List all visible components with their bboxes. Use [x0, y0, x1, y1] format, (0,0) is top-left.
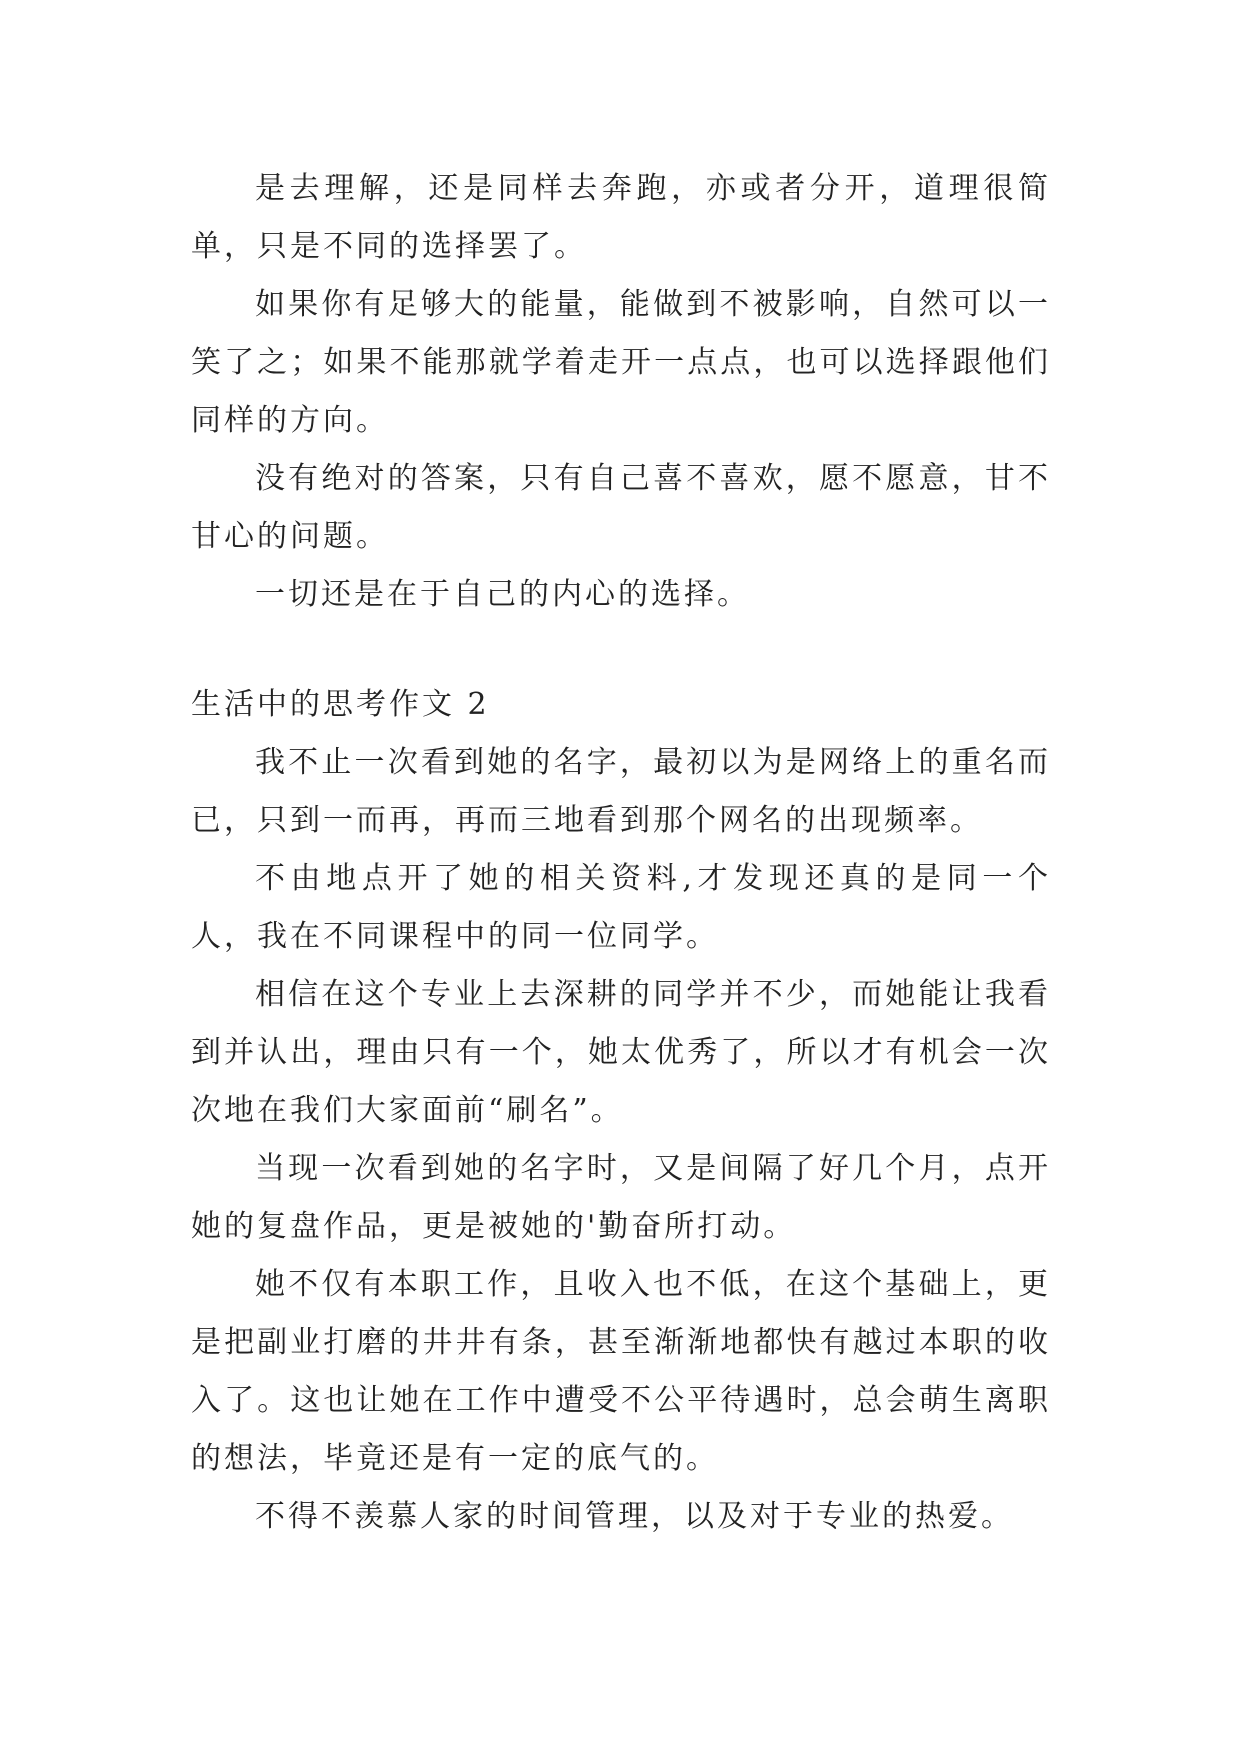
paragraph: 是去理解，还是同样去奔跑，亦或者分开，道理很简单，只是不同的选择罢了。 [191, 171, 1051, 264]
paragraph: 她不仅有本职工作，且收入也不低，在这个基础上，更是把副业打磨的井井有条，甚至渐渐地都快有越过本职的收入了。这也让她在工作中遭受不公平待遇时，总会萌生离职的想法，毕竟还是有一定的底气的。 [191, 1267, 1051, 1476]
paragraph: 相信在这个专业上去深耕的同学并不少，而她能让我看到并认出，理由只有一个，她太优秀了，所以才有机会一次次地在我们大家面前“刷名”。 [191, 977, 1051, 1128]
paragraph: 一切还是在于自己的内心的选择。 [255, 577, 750, 612]
paragraph: 不由地点开了她的相关资料,才发现还真的是同一个人，我在不同课程中的同一位同学。 [191, 861, 1051, 954]
paragraph: 当现一次看到她的名字时，又是间隔了好几个月，点开她的复盘作品，更是被她的'勤奋所打动。 [191, 1151, 1051, 1244]
paragraph: 我不止一次看到她的名字，最初以为是网络上的重名而已，只到一而再，再而三地看到那个网名的出现频率。 [191, 745, 1051, 838]
section-title: 生活中的思考作文 2 [191, 687, 490, 722]
paragraph: 如果你有足够大的能量，能做到不被影响，自然可以一笑了之；如果不能那就学着走开一点点，也可以选择跟他们同样的方向。 [191, 287, 1051, 438]
paragraph: 不得不羡慕人家的时间管理，以及对于专业的热爱。 [255, 1499, 1014, 1534]
paragraph: 没有绝对的答案，只有自己喜不喜欢，愿不愿意，甘不甘心的问题。 [191, 461, 1051, 554]
document-body [191, 160, 1051, 1546]
